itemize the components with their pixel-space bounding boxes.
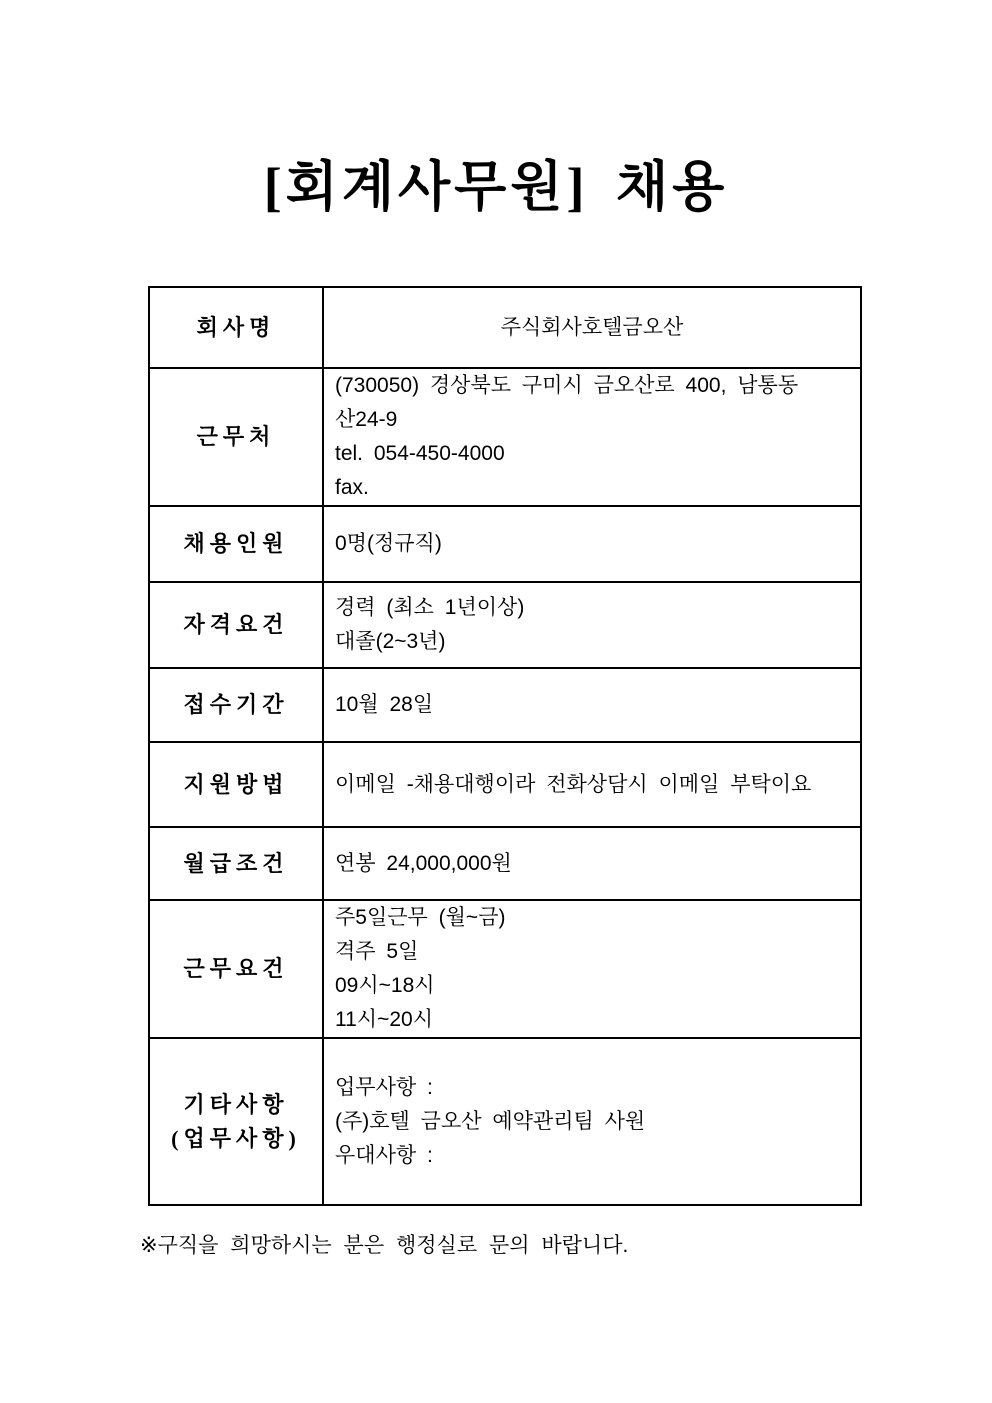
row-value bbox=[323, 900, 861, 1038]
row-label bbox=[149, 742, 323, 827]
row-value bbox=[323, 1038, 861, 1205]
row-value bbox=[323, 506, 861, 582]
job-table-body bbox=[149, 287, 861, 1205]
row-value-line: (주)호텔 금오산 예약관리팀 사원 bbox=[335, 1109, 646, 1133]
row-label bbox=[149, 582, 323, 668]
row-value bbox=[323, 742, 861, 827]
row-value-line: fax. bbox=[335, 476, 369, 499]
row-value-line: 우대사항 : bbox=[335, 1143, 433, 1167]
row-value-line: 주5일근무 (월~금) bbox=[335, 906, 506, 929]
row-label bbox=[149, 827, 323, 900]
row-value-line: 주식회사호텔금오산 bbox=[500, 315, 684, 339]
row-value bbox=[323, 582, 861, 668]
row-value-line: (730050) 경상북도 구미시 금오산로 400, 남통동 bbox=[335, 374, 799, 397]
row-label-line: 접수기간 bbox=[183, 692, 289, 717]
table-row bbox=[149, 582, 861, 668]
row-value-line: 업무사항 : bbox=[335, 1075, 433, 1099]
row-value bbox=[323, 668, 861, 742]
row-label bbox=[149, 668, 323, 742]
row-label-line: 자격요건 bbox=[183, 612, 289, 637]
row-value-line: 10월 28일 bbox=[335, 693, 434, 716]
row-label bbox=[149, 368, 323, 506]
row-value-line: 산24-9 bbox=[335, 408, 398, 431]
row-value bbox=[323, 368, 861, 506]
row-value-line: 09시~18시 bbox=[335, 974, 435, 997]
table-row bbox=[149, 668, 861, 742]
row-label-line: 채용인원 bbox=[183, 531, 289, 556]
table-row bbox=[149, 1038, 861, 1205]
table-row bbox=[149, 827, 861, 900]
row-value-line: 11시~20시 bbox=[335, 1008, 433, 1031]
row-value-line: 이메일 -채용대행이라 전화상담시 이메일 부탁이요 bbox=[335, 772, 812, 796]
row-label-line: 근무요건 bbox=[183, 956, 289, 981]
row-label-line: 월급조건 bbox=[183, 850, 289, 876]
row-value bbox=[323, 287, 861, 368]
row-value-line: 대졸(2~3년) bbox=[335, 630, 446, 653]
row-value-line: 경력 (최소 1년이상) bbox=[335, 596, 525, 619]
row-label bbox=[149, 506, 323, 582]
row-value bbox=[323, 827, 861, 900]
table-row bbox=[149, 900, 861, 1038]
table-row bbox=[149, 368, 861, 506]
table-row bbox=[149, 742, 861, 827]
table-row bbox=[149, 287, 861, 368]
row-label-line: 기타사항 bbox=[183, 1091, 289, 1117]
row-value-line: 0명(정규직) bbox=[335, 532, 442, 555]
row-label-line: 지원방법 bbox=[183, 771, 289, 797]
row-label bbox=[149, 287, 323, 368]
table-row bbox=[149, 506, 861, 582]
row-value-line: 연봉 24,000,000원 bbox=[335, 851, 512, 875]
row-label-line: 근무처 bbox=[196, 424, 276, 449]
page-title: [회계사무원] 채용 bbox=[263, 157, 729, 217]
row-label-line: 회사명 bbox=[196, 314, 276, 340]
row-label-line: (업무사항) bbox=[171, 1125, 301, 1151]
row-label bbox=[149, 1038, 323, 1205]
row-value-line: 격주 5일 bbox=[335, 940, 419, 963]
row-value-line: tel. 054-450-4000 bbox=[335, 442, 505, 465]
row-label bbox=[149, 900, 323, 1038]
footer-note: ※구직을 희망하시는 분은 행정실로 문의 바랍니다. bbox=[140, 1234, 629, 1257]
job-posting-table bbox=[148, 286, 862, 1206]
